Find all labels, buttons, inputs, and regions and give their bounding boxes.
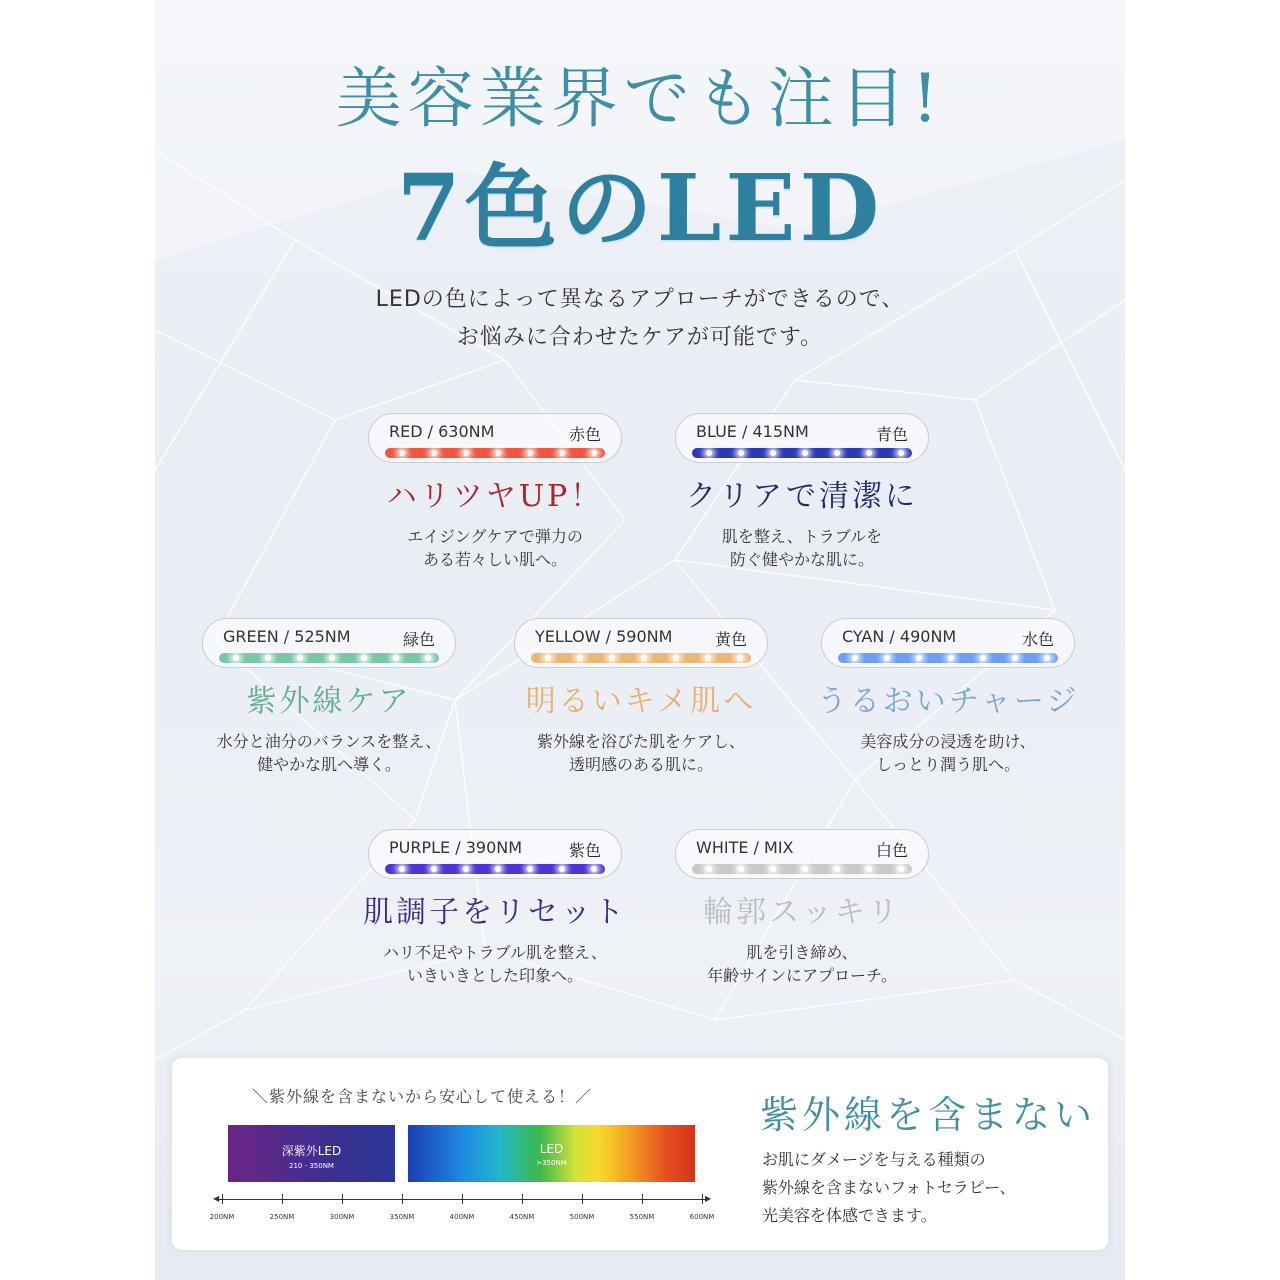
led-strip	[385, 448, 605, 458]
wavelength-axis	[218, 1199, 708, 1200]
led-pill	[821, 618, 1075, 668]
axis-tick-label: 300NM	[329, 1213, 355, 1221]
led-card-red	[335, 413, 655, 571]
led-description	[788, 730, 1108, 776]
led-light-dot	[1044, 655, 1050, 661]
led-card-purple	[335, 829, 655, 987]
axis-tick	[282, 1194, 283, 1204]
led-light-dot	[738, 450, 744, 456]
led-light-dot	[591, 866, 597, 872]
led-color-name: 水色	[1021, 630, 1054, 649]
led-light-dot	[463, 866, 469, 872]
led-strip	[692, 448, 912, 458]
led-light-dot	[545, 655, 551, 661]
led-description-line: 年齢サインにアプローチ。	[707, 966, 897, 985]
led-light-dot	[297, 655, 303, 661]
led-heading: 輪郭スッキリ	[703, 895, 901, 930]
axis-tick-label: 500NM	[569, 1213, 595, 1221]
led-card-yellow	[481, 618, 801, 776]
led-light-dot	[265, 655, 271, 661]
led-light-dot	[393, 655, 399, 661]
led-light-dot	[399, 450, 405, 456]
uv-caption: ＼紫外線を含まないから安心して使える！／	[252, 1087, 593, 1106]
led-card-blue	[642, 413, 962, 571]
led-description-line: 水分と油分のバランスを整え、	[216, 732, 442, 751]
led-description-line: 透明感のある肌に。	[568, 755, 713, 774]
uv-description-line: 紫外線を含まないフォトセラピー、	[762, 1178, 1016, 1197]
led-light-dot	[463, 450, 469, 456]
led-light-dot	[495, 866, 501, 872]
led-light-dot	[399, 866, 405, 872]
led-card-white	[642, 829, 962, 987]
led-light-dot	[834, 866, 840, 872]
led-band-range: >350NM	[536, 1159, 567, 1167]
led-description	[169, 730, 489, 776]
led-description-line: 防ぐ健やかな肌に。	[729, 550, 874, 569]
deep-uv-band	[228, 1125, 395, 1182]
uv-free-info-box	[172, 1058, 1108, 1250]
led-heading: クリアで清潔に	[686, 479, 918, 514]
led-heading: うるおいチャージ	[816, 684, 1080, 719]
led-description-line: 肌を整え、トラブルを	[721, 527, 883, 546]
led-color-name: 紫色	[568, 841, 601, 860]
led-light-dot	[898, 450, 904, 456]
led-light-dot	[706, 450, 712, 456]
led-wavelength: GREEN / 525NM	[223, 627, 351, 646]
led-description-line: エイジングケアで弾力の	[407, 527, 583, 546]
led-description	[481, 730, 801, 776]
led-heading: 紫外線ケア	[246, 684, 412, 719]
led-color-name: 白色	[875, 841, 908, 860]
led-light-dot	[738, 866, 744, 872]
led-wavelength: PURPLE / 390NM	[389, 838, 523, 857]
led-light-dot	[948, 655, 954, 661]
led-light-dot	[559, 866, 565, 872]
led-spectrum-band	[408, 1125, 695, 1182]
axis-tick-label: 350NM	[389, 1213, 415, 1221]
axis-tick	[522, 1194, 523, 1204]
led-light-dot	[980, 655, 986, 661]
led-color-name: 赤色	[568, 425, 601, 444]
led-color-name: 緑色	[402, 630, 435, 649]
led-card-cyan	[788, 618, 1108, 776]
led-wavelength: BLUE / 415NM	[696, 422, 809, 441]
led-description-line: しっとり潤う肌へ。	[875, 755, 1020, 774]
axis-left-arrow-icon: ◀	[213, 1194, 220, 1203]
led-color-name: 青色	[875, 425, 908, 444]
led-light-dot	[705, 655, 711, 661]
led-description-line: ある若々しい肌へ。	[422, 550, 567, 569]
led-description-line: 紫外線を浴びた肌をケアし、	[536, 732, 745, 751]
led-light-dot	[361, 655, 367, 661]
led-light-dot	[770, 450, 776, 456]
led-pill	[675, 829, 929, 879]
led-description-line: 肌を引き締め、	[746, 943, 858, 962]
led-strip	[531, 653, 751, 663]
axis-tick	[462, 1194, 463, 1204]
subtitle-line-1: LEDの色によって異なるアプローチができるので、	[375, 287, 905, 312]
axis-tick	[402, 1194, 403, 1204]
deep-uv-range: 210 - 350NM	[289, 1162, 334, 1170]
led-light-dot	[425, 655, 431, 661]
led-light-dot	[641, 655, 647, 661]
axis-tick	[222, 1194, 223, 1204]
led-strip	[385, 864, 605, 874]
led-light-dot	[527, 866, 533, 872]
headline-attention: 美容業界でも注目!	[335, 60, 945, 137]
led-description-line: 健やかな肌へ導く。	[257, 755, 401, 774]
axis-tick-label: 600NM	[689, 1213, 715, 1221]
led-light-dot	[866, 866, 872, 872]
led-strip	[838, 653, 1058, 663]
led-description-line: ハリ不足やトラブル肌を整え、	[382, 943, 607, 962]
led-description-line: 美容成分の浸透を助け、	[860, 732, 1036, 751]
led-light-dot	[527, 450, 533, 456]
axis-tick	[342, 1194, 343, 1204]
led-light-dot	[834, 450, 840, 456]
led-light-dot	[673, 655, 679, 661]
led-wavelength: RED / 630NM	[389, 422, 495, 441]
led-light-dot	[233, 655, 239, 661]
axis-tick-label: 450NM	[509, 1213, 535, 1221]
led-light-dot	[898, 866, 904, 872]
led-pill	[202, 618, 456, 668]
led-light-dot	[577, 655, 583, 661]
led-pill	[368, 413, 622, 463]
axis-tick	[582, 1194, 583, 1204]
axis-right-arrow-icon: ▶	[705, 1194, 712, 1203]
deep-uv-label: 深紫外LED	[281, 1144, 342, 1158]
led-description	[642, 941, 962, 987]
led-pill	[368, 829, 622, 879]
axis-tick	[642, 1194, 643, 1204]
led-light-dot	[609, 655, 615, 661]
axis-tick-label: 200NM	[209, 1213, 235, 1221]
uv-description-line: お肌にダメージを与える種類の	[762, 1150, 986, 1169]
led-band-label: LED	[539, 1142, 564, 1156]
led-light-dot	[591, 450, 597, 456]
led-description-line: いきいきとした印象へ。	[406, 966, 583, 985]
led-light-dot	[431, 866, 437, 872]
led-pill	[514, 618, 768, 668]
led-heading: 肌調子をリセット	[363, 895, 627, 930]
axis-tick	[702, 1194, 703, 1204]
led-light-dot	[495, 450, 501, 456]
led-light-dot	[431, 450, 437, 456]
led-wavelength: YELLOW / 590NM	[535, 627, 673, 646]
led-light-dot	[884, 655, 890, 661]
axis-tick-label: 400NM	[449, 1213, 475, 1221]
led-light-dot	[706, 866, 712, 872]
led-light-dot	[866, 450, 872, 456]
led-light-dot	[559, 450, 565, 456]
led-color-name: 黄色	[714, 630, 747, 649]
led-wavelength: WHITE / MIX	[696, 838, 794, 857]
led-pill	[675, 413, 929, 463]
uv-description-line: 光美容を体感できます。	[762, 1206, 937, 1225]
led-description	[335, 525, 655, 571]
led-light-dot	[802, 450, 808, 456]
led-card-green	[169, 618, 489, 776]
led-heading: 明るいキメ肌へ	[525, 684, 757, 719]
led-description	[642, 525, 962, 571]
led-light-dot	[852, 655, 858, 661]
led-heading: ハリツヤUP！	[386, 479, 604, 514]
uv-free-title: 紫外線を含まない	[760, 1093, 1097, 1137]
led-light-dot	[916, 655, 922, 661]
led-light-dot	[770, 866, 776, 872]
led-strip	[692, 864, 912, 874]
led-light-dot	[329, 655, 335, 661]
headline-7-color-led: 7色のLED	[396, 154, 884, 262]
led-description	[335, 941, 655, 987]
axis-tick-label: 250NM	[269, 1213, 295, 1221]
axis-tick-label: 550NM	[629, 1213, 655, 1221]
led-light-dot	[737, 655, 743, 661]
led-light-dot	[1012, 655, 1018, 661]
uv-free-description	[762, 1146, 1015, 1230]
subtitle-line-2: お悩みに合わせたケアが可能です。	[456, 325, 824, 350]
led-light-dot	[802, 866, 808, 872]
led-wavelength: CYAN / 490NM	[842, 627, 957, 646]
led-strip	[219, 653, 439, 663]
